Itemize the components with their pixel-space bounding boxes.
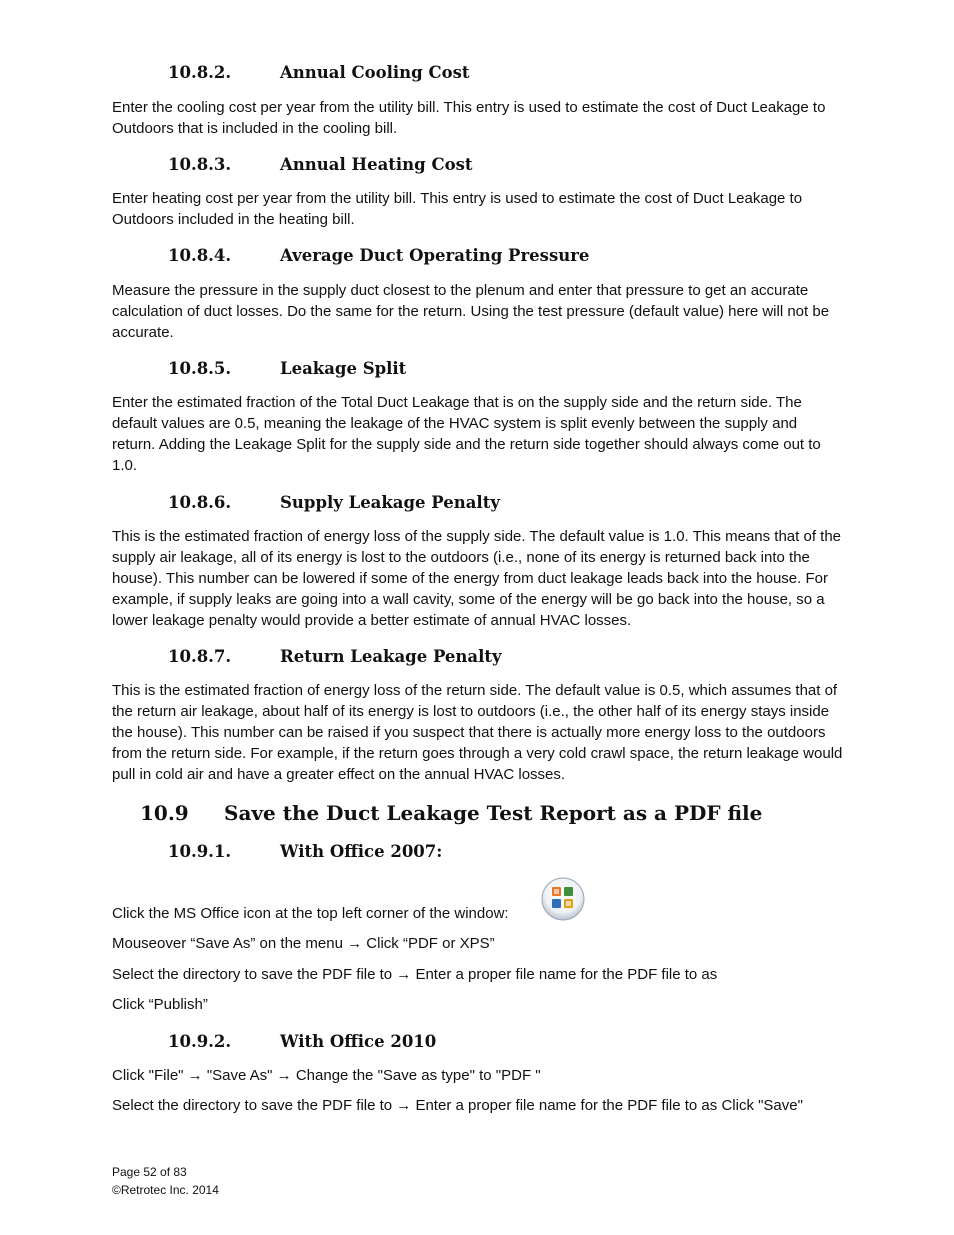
heading-title: Save the Duct Leakage Test Report as a PDF file — [224, 801, 763, 825]
heading-title: Return Leakage Penalty — [280, 647, 502, 666]
heading-annual-cooling-cost — [168, 63, 470, 82]
heading-title: With Office 2007: — [280, 842, 443, 861]
paragraph-return-leakage-penalty: This is the estimated fraction of energy loss of the return side. The default value is 0.5, which assumes that of the return air leakage, about half of its energy is lost to outdoors (i.e., the other half of its energy stays inside the house). This number can be raised if you suspect that there is actually more energy loss to the outdoors from the return side. For example, if the return goes through a very cold crawl space, the return leakage would pull in cold air and have a greater effect on the annual HVAC losses. — [112, 682, 843, 783]
heading-return-leakage-penalty — [168, 647, 502, 666]
heading-with-office-2007 — [168, 842, 442, 861]
heading-number: 10.8.4. — [168, 246, 232, 265]
paragraph-leakage-split: Enter the estimated fraction of the Total Duct Leakage that is on the supply side and the return side. The default values are 0.5, meaning the leakage of the HVAC system is split evenly between the supply and return. Adding the Leakage Split for the supply side and the return side together should always come out to 1.0. — [112, 394, 821, 474]
heading-number: 10.9.2. — [168, 1032, 232, 1051]
paragraph-annual-heating-cost: Enter heating cost per year from the utility bill. This entry is used to estimate the cost of Duct Leakage to Outdoors included in the heating bill. — [112, 190, 803, 228]
heading-number: 10.8.5. — [168, 359, 232, 378]
ms-office-icon — [540, 877, 586, 921]
heading-title: Supply Leakage Penalty — [280, 493, 500, 512]
heading-title: Average Duct Operating Pressure — [280, 246, 590, 265]
heading-number: 10.9.1. — [168, 842, 232, 861]
heading-number: 10.8.3. — [168, 155, 232, 174]
heading-average-duct-operating-pressure — [168, 246, 589, 265]
heading-title: Annual Heating Cost — [280, 155, 473, 174]
paragraph-annual-cooling-cost: Enter the cooling cost per year from the utility bill. This entry is used to estimate the cost of Duct Leakage to Outdoors that is included in the cooling bill. — [112, 99, 826, 137]
heading-supply-leakage-penalty — [168, 493, 500, 512]
heading-annual-heating-cost — [168, 155, 473, 174]
heading-title: Annual Cooling Cost — [280, 63, 470, 82]
page-footer — [112, 1163, 219, 1199]
office2010-step-2: Select the directory to save the PDF file to → Enter a proper file name for the PDF file to as Click "Save" — [112, 1097, 803, 1114]
paragraph-supply-leakage-penalty: This is the estimated fraction of energy loss of the supply side. The default value is 1.0. This means that of the supply air leakage, all of its energy is lost to the outdoors (i.e., none of its energy is returned back into the house). This number can be lowered if some of the energy from duct leakage leads back into the house. For example, if supply leaks are going into a wall cavity, some of the energy will be go back into the house, so a lower leakage penalty would provide a better estimate of annual HVAC losses. — [112, 528, 842, 629]
office2007-step-1: Click the MS Office icon at the top left corner of the window: — [112, 905, 509, 922]
heading-number: 10.8.7. — [168, 647, 232, 666]
heading-number: 10.8.2. — [168, 63, 232, 82]
office2010-step-1: Click "File" → "Save As" → Change the "Save as type" to "PDF " — [112, 1067, 541, 1084]
heading-leakage-split — [168, 359, 406, 378]
office2007-step-2: Mouseover “Save As” on the menu → Click “PDF or XPS” — [112, 935, 495, 952]
office2007-step-4: Click “Publish” — [112, 996, 208, 1013]
page-number: Page 52 of 83 — [112, 1165, 187, 1179]
copyright: ©Retrotec Inc. 2014 — [112, 1183, 219, 1197]
paragraph-average-duct-operating-pressure: Measure the pressure in the supply duct closest to the plenum and enter that pressure to get an accurate calculation of duct losses. Do the same for the return. Using the test pressure (default value) here will not be accurate. — [112, 282, 830, 341]
heading-save-report-pdf — [140, 801, 762, 825]
heading-title: Leakage Split — [280, 359, 407, 378]
heading-number: 10.8.6. — [168, 493, 232, 512]
office2007-step-3: Select the directory to save the PDF file to → Enter a proper file name for the PDF file to as — [112, 966, 718, 983]
heading-number: 10.9 — [140, 801, 189, 825]
heading-with-office-2010 — [168, 1032, 436, 1051]
heading-title: With Office 2010 — [280, 1032, 437, 1051]
